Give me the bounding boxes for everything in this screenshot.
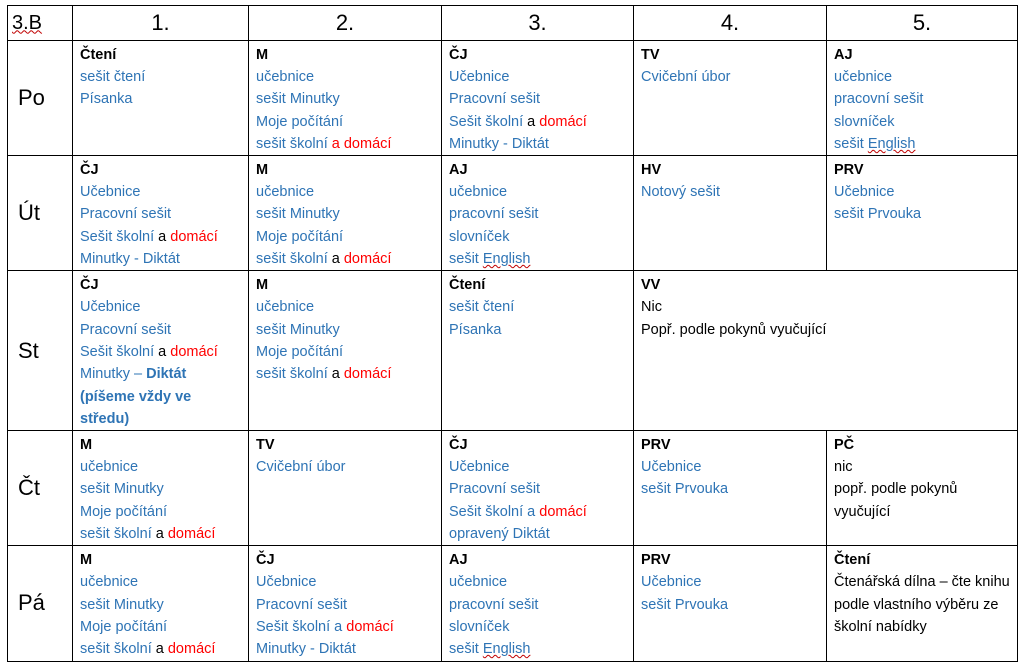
subject-label: HV <box>641 162 662 179</box>
subject-label: M <box>80 552 93 569</box>
item-line: sešit školní a domácí <box>256 135 392 152</box>
day-row-pa <box>8 546 1018 661</box>
day-label: Pá <box>8 546 73 661</box>
timetable <box>7 5 1018 662</box>
item-line: slovníček <box>449 228 510 245</box>
subject-label: M <box>256 277 269 294</box>
item-line: sešit školní a domácí <box>80 526 216 543</box>
period-header: 1. <box>73 6 249 41</box>
subject-label: ČJ <box>449 47 468 63</box>
subject-label: M <box>256 162 269 179</box>
subject-label: ČJ <box>80 277 99 294</box>
subject-label: PRV <box>641 437 671 454</box>
item-line: učebnice <box>256 184 315 201</box>
item-line: Pracovní sešit <box>449 91 541 108</box>
day-label: Út <box>8 156 73 271</box>
subject-label: ČJ <box>80 162 99 179</box>
item-line: sešit školní a domácí <box>256 251 392 268</box>
subject-label: Čtení <box>80 47 117 63</box>
item-line: Minutky - Diktát <box>80 251 180 268</box>
lesson-cell-merged <box>634 271 1018 431</box>
subject-label: M <box>80 437 93 454</box>
item-line: Učebnice <box>80 299 141 316</box>
item-line: Sešit školní a domácí <box>256 618 394 635</box>
item-line: nic <box>834 459 853 476</box>
subject-label: AJ <box>449 552 468 569</box>
item-line: sešit Minutky <box>256 91 340 108</box>
subject-label: TV <box>256 437 275 454</box>
item-line: sešit Minutky <box>256 321 340 338</box>
day-label: Čt <box>8 431 73 546</box>
period-header: 5. <box>827 6 1018 41</box>
day-label: Po <box>8 41 73 156</box>
item-line: Popř. podle pokynů vyučující <box>641 321 827 338</box>
item-line: sešit English <box>449 641 531 658</box>
item-line: učebnice <box>449 184 508 201</box>
item-line: pracovní sešit <box>449 596 539 613</box>
item-line: sešit Prvouka <box>641 596 729 613</box>
lesson-cell <box>73 41 249 156</box>
subject-label: PČ <box>834 437 855 454</box>
item-line: Minutky – Diktát (píšeme vždy ve středu) <box>80 366 192 427</box>
lesson-cell <box>442 431 634 546</box>
lesson-cell <box>442 546 634 661</box>
item-line: Čtenářská dílna – čte knihu podle vlastního výběru ze školní nabídky <box>834 574 1010 635</box>
item-line: Učebnice <box>80 184 141 201</box>
lesson-cell <box>73 431 249 546</box>
item-line: Nic <box>641 299 662 316</box>
item-line: Učebnice <box>256 574 317 591</box>
subject-label: Čtení <box>834 552 871 569</box>
subject-label: ČJ <box>449 437 468 454</box>
lesson-cell <box>73 546 249 661</box>
lesson-cell <box>827 431 1018 546</box>
lesson-cell <box>634 41 827 156</box>
item-line: sešit čtení <box>80 69 146 85</box>
day-row-ct <box>8 431 1018 546</box>
lesson-cell <box>73 156 249 271</box>
subject-label: TV <box>641 47 660 63</box>
item-line: sešit čtení <box>449 299 515 316</box>
period-header: 4. <box>634 6 827 41</box>
item-line: Moje počítání <box>256 343 344 360</box>
lesson-cell <box>827 41 1018 156</box>
item-line: Pracovní sešit <box>449 481 541 498</box>
day-row-st <box>8 271 1018 431</box>
item-line: Sešit školní a domácí <box>449 503 587 520</box>
item-line: učebnice <box>80 459 139 476</box>
item-line: Sešit školní a domácí <box>449 113 587 130</box>
lesson-cell <box>249 271 442 431</box>
subject-label: PRV <box>834 162 864 179</box>
item-line: Moje počítání <box>256 113 344 130</box>
item-line: sešit Prvouka <box>834 206 922 223</box>
period-header: 3. <box>442 6 634 41</box>
lesson-cell <box>249 41 442 156</box>
item-line: Učebnice <box>834 184 895 201</box>
lesson-cell <box>634 156 827 271</box>
item-line: sešit Minutky <box>80 596 164 613</box>
item-line: sešit školní a domácí <box>80 641 216 658</box>
item-line: Učebnice <box>449 69 510 85</box>
subject-label: ČJ <box>256 552 275 569</box>
item-line: Minutky - Diktát <box>449 135 549 152</box>
lesson-cell <box>827 546 1018 661</box>
item-line: učebnice <box>449 574 508 591</box>
subject-label: Čtení <box>449 277 486 294</box>
item-line: sešit English <box>834 135 916 152</box>
day-row-po <box>8 41 1018 156</box>
item-line: Pracovní sešit <box>80 321 172 338</box>
day-label: St <box>8 271 73 431</box>
lesson-cell <box>249 156 442 271</box>
item-line: Písanka <box>80 91 133 108</box>
item-line: sešit Minutky <box>80 481 164 498</box>
item-line: sešit školní a domácí <box>256 366 392 383</box>
period-header: 2. <box>249 6 442 41</box>
item-line: Moje počítání <box>80 618 168 635</box>
item-line: Moje počítání <box>256 228 344 245</box>
subject-label: AJ <box>834 47 853 63</box>
item-line: učebnice <box>834 69 893 85</box>
item-line: pracovní sešit <box>449 206 539 223</box>
item-line: učebnice <box>256 299 315 316</box>
item-line: Cvičební úbor <box>641 69 731 85</box>
item-line: Písanka <box>449 321 502 338</box>
item-line: Moje počítání <box>80 503 168 520</box>
lesson-cell <box>442 41 634 156</box>
lesson-cell <box>442 156 634 271</box>
subject-label: AJ <box>449 162 468 179</box>
item-line: Notový sešit <box>641 184 720 201</box>
subject-label: PRV <box>641 552 671 569</box>
item-line: popř. podle pokynů vyučující <box>834 481 958 520</box>
item-line: sešit Minutky <box>256 206 340 223</box>
subject-label: M <box>256 47 269 63</box>
item-line: Učebnice <box>449 459 510 476</box>
item-line: Učebnice <box>641 459 702 476</box>
item-line: Minutky - Diktát <box>256 641 356 658</box>
lesson-cell <box>73 271 249 431</box>
subject-label: VV <box>641 277 661 294</box>
item-line: sešit Prvouka <box>641 481 729 498</box>
item-line: slovníček <box>449 618 510 635</box>
item-line: učebnice <box>256 69 315 85</box>
item-line: slovníček <box>834 113 895 130</box>
item-line: Sešit školní a domácí <box>80 343 218 360</box>
class-label: 3.B <box>8 6 73 41</box>
lesson-cell <box>442 271 634 431</box>
item-line: sešit English <box>449 251 531 268</box>
item-line: Cvičební úbor <box>256 459 346 476</box>
header-row <box>8 6 1018 41</box>
item-line: učebnice <box>80 574 139 591</box>
lesson-cell <box>634 546 827 661</box>
item-line: opravený Diktát <box>449 526 550 543</box>
item-line: Pracovní sešit <box>80 206 172 223</box>
item-line: Učebnice <box>641 574 702 591</box>
lesson-cell <box>249 431 442 546</box>
lesson-cell <box>827 156 1018 271</box>
lesson-cell <box>249 546 442 661</box>
item-line: pracovní sešit <box>834 91 924 108</box>
lesson-cell <box>634 431 827 546</box>
item-line: Pracovní sešit <box>256 596 348 613</box>
item-line: Sešit školní a domácí <box>80 228 218 245</box>
day-row-ut <box>8 156 1018 271</box>
